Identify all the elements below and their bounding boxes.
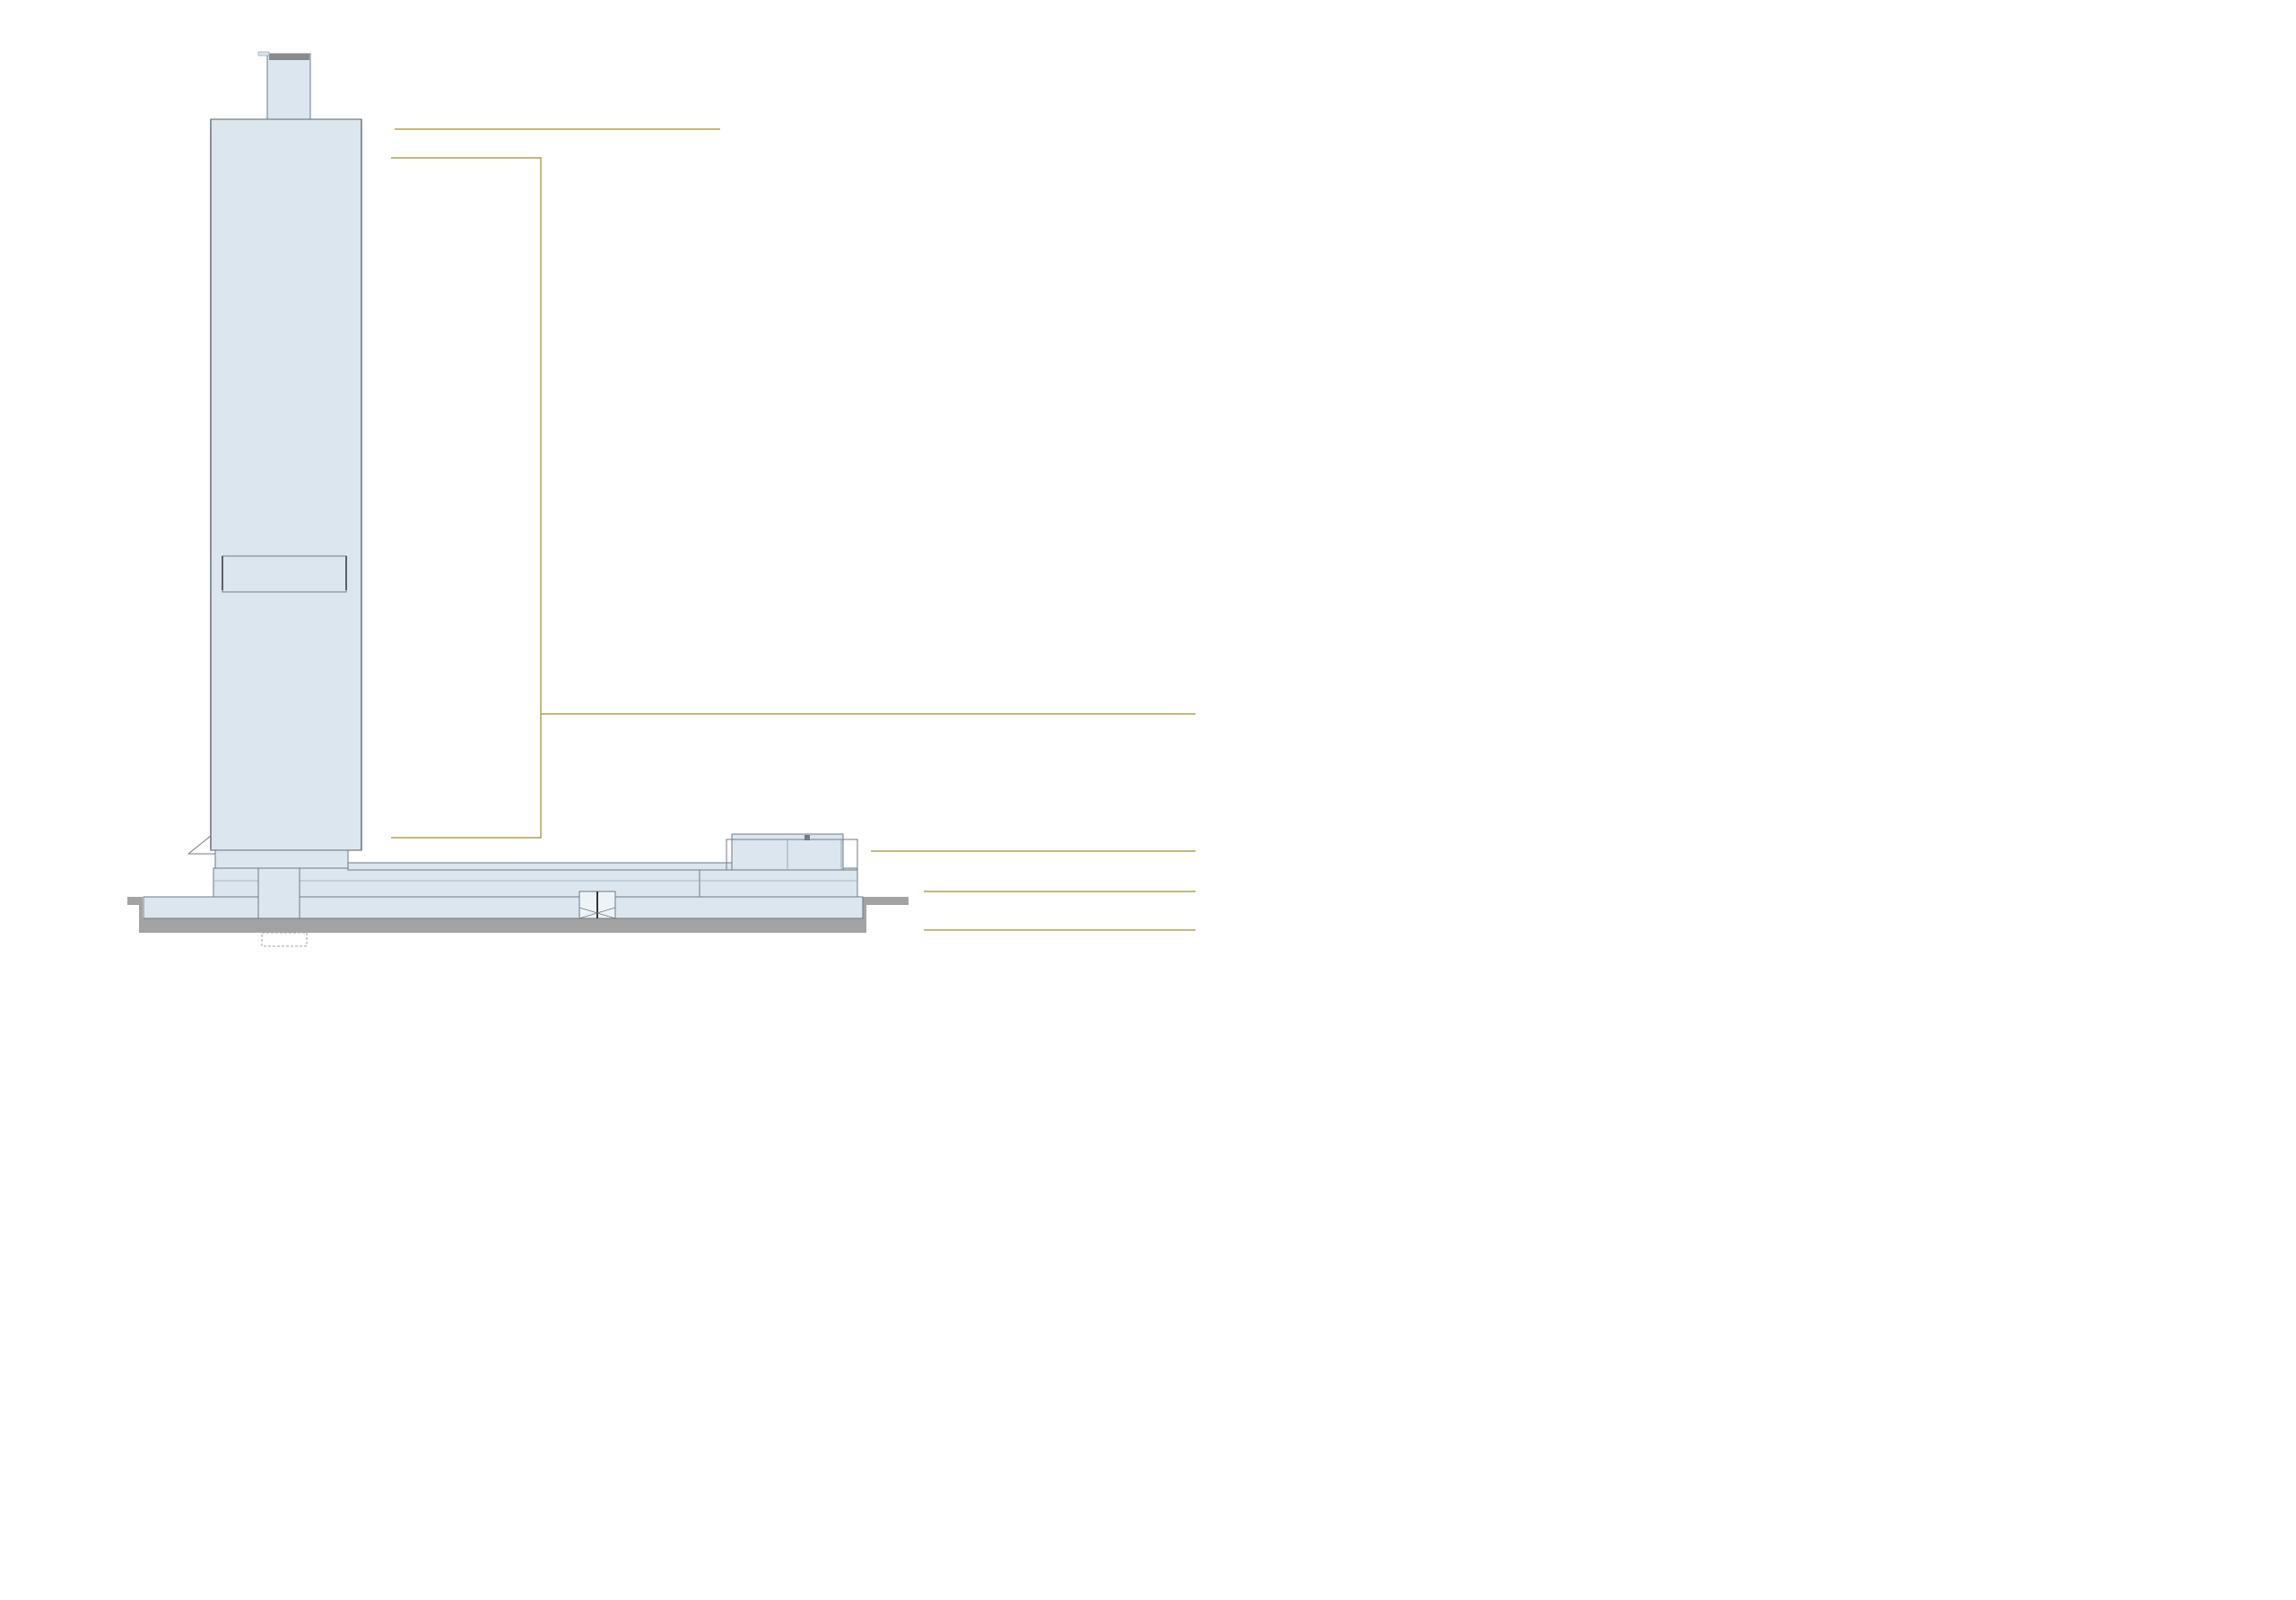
basement-level [144,897,863,918]
amenities-deck-pavilion [348,834,857,870]
building-section-drawing [0,0,1406,996]
residential-bracket [391,158,541,838]
leader-lines [391,129,1196,930]
residential-tower [188,52,361,918]
